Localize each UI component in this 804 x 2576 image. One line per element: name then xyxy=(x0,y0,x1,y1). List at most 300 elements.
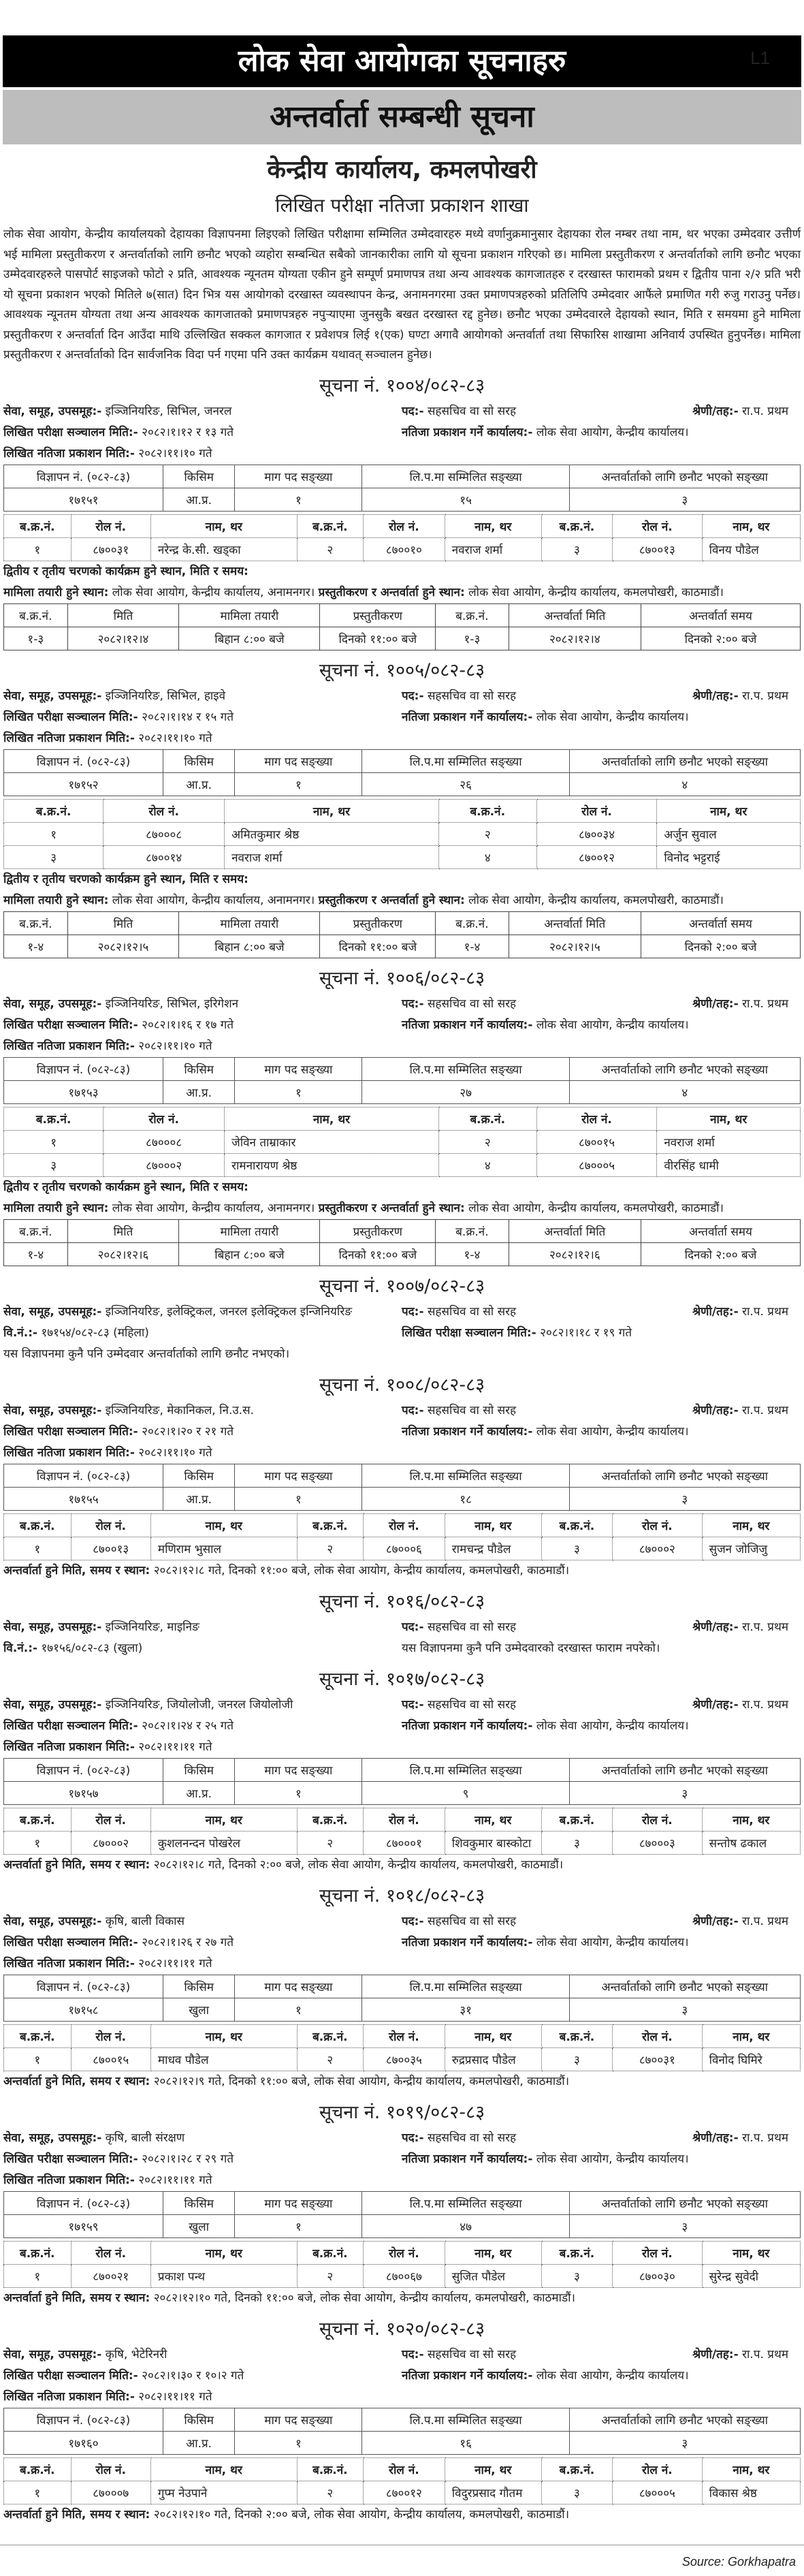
summary-cell: ४ xyxy=(569,772,800,796)
class-level-label: श्रेणी/तह:- xyxy=(692,1403,739,1417)
result-office-label: नतिजा प्रकाशन गर्ने कार्यालय:- xyxy=(402,1018,533,1032)
notice-prefix: सूचना नं. xyxy=(319,2318,381,2340)
class-level xyxy=(692,994,788,1015)
roll-number: ८७००१३ xyxy=(613,537,702,561)
post-value: सहसचिव वा सो सरह xyxy=(427,1697,517,1712)
candidate-name: रामचन्द्र पौडेल xyxy=(445,1537,541,1560)
notice-number: १००८/०८२-८३ xyxy=(385,1374,485,1396)
summary-header: लि.प.मा सम्मिलित सङ्ख्या xyxy=(362,2408,569,2431)
exam-date xyxy=(3,2149,402,2170)
class-level-value: रा.प. प्रथम xyxy=(742,996,788,1011)
exam-date-value: २०८२।१।२६ र २७ गते xyxy=(142,1935,234,1949)
summary-header: किसिम xyxy=(163,749,235,772)
result-date-label: लिखित नतिजा प्रकाशन मिति:- xyxy=(3,1445,135,1460)
roll-number: ८७०००६ xyxy=(364,1537,445,1560)
result-date xyxy=(3,443,402,465)
interview-details-value: २०८२।१२।९ गते, दिनको ११:०० बजे, लोक सेवा आयोग, केन्द्रीय कार्यालय, कमलपोखरी, काठमाडौं। xyxy=(153,2074,570,2088)
result-date-label: लिखित नतिजा प्रकाशन मिति:- xyxy=(3,1740,135,1754)
post-label: पद:- xyxy=(402,689,424,703)
exam-date xyxy=(3,1015,402,1036)
serial-number: १ xyxy=(4,1831,71,1854)
exam-date-label: लिखित परीक्षा सञ्चालन मिति:- xyxy=(402,1325,536,1340)
candidate-name: रामनारायण श्रेष्ठ xyxy=(225,1153,439,1176)
service-group xyxy=(3,1400,402,1421)
schedule-cell: बिहान ८:०० बजे xyxy=(179,627,320,650)
class-level-value: रा.प. प्रथम xyxy=(742,404,788,418)
class-level xyxy=(692,2344,788,2366)
roll-number: ८७००१४ xyxy=(103,845,225,868)
post-value: सहसचिव वा सो सरह xyxy=(427,689,517,703)
summary-cell: १ xyxy=(235,772,362,796)
sub-banner: अन्तर्वार्ता सम्बन्धी सूचना xyxy=(3,90,801,144)
candidate-name: नरेन्द्र के.सी. खड्का xyxy=(150,537,297,561)
service-group-value: इञ्जिनियरिङ, इलेक्ट्रिकल, जनरल इलेक्ट्रिकल इन्जिनियरिङ xyxy=(105,1304,353,1319)
candidates-header: रोल नं. xyxy=(71,1513,150,1537)
schedule-header: अन्तर्वार्ता मिति xyxy=(509,1219,641,1242)
schedule-cell: दिनको २:०० बजे xyxy=(641,1242,800,1266)
candidates-header: नाम, थर xyxy=(150,1513,297,1537)
summary-header: लि.प.मा सम्मिलित सङ्ख्या xyxy=(362,1975,569,1998)
summary-cell: १७१५२ xyxy=(4,772,163,796)
notice-prefix: सूचना नं. xyxy=(319,1374,381,1396)
venue-line xyxy=(3,890,801,911)
summary-cell: आ.प्र. xyxy=(163,1080,235,1103)
schedule-cell: २०८२।१२।६ xyxy=(67,1242,179,1266)
summary-cell: १ xyxy=(235,488,362,511)
notice-0 xyxy=(0,371,804,650)
candidates-header: नाम, थर xyxy=(225,1107,439,1130)
summary-cell: १७१५३ xyxy=(4,1080,163,1103)
roll-number: ८७०००८ xyxy=(103,1130,225,1153)
summary-cell: खुला xyxy=(163,1998,235,2021)
summary-row xyxy=(4,1080,801,1103)
notice-title xyxy=(3,371,801,401)
notice-3 xyxy=(0,1272,804,1365)
candidates-header: रोल नं. xyxy=(364,1808,445,1831)
exam-date-label: लिखित परीक्षा सञ्चालन मिति:- xyxy=(3,710,138,724)
exam-date xyxy=(3,1716,402,1737)
result-office xyxy=(402,1421,788,1443)
notice-title xyxy=(3,2314,801,2344)
post-label: पद:- xyxy=(402,2347,424,2361)
notice-8 xyxy=(0,2098,804,2309)
summary-header-row xyxy=(4,749,801,772)
summary-row xyxy=(4,2431,801,2454)
notice-number: १०१९/०८२-८३ xyxy=(385,2101,485,2123)
summary-header: लि.प.मा सम्मिलित सङ्ख्या xyxy=(362,1464,569,1487)
notice-title xyxy=(3,1370,801,1400)
interview-details-value: २०८२।१२।८ गते, दिनको ११:०० बजे, लोक सेवा आयोग, केन्द्रीय कार्यालय, कमलपोखरी, काठमाडौं। xyxy=(153,1563,570,1577)
schedule-header: ब.क्र.नं. xyxy=(436,911,509,934)
schedule-header: प्रस्तुतीकरण xyxy=(320,911,436,934)
schedule-cell: १-४ xyxy=(436,1242,509,1266)
serial-number: ४ xyxy=(438,845,536,868)
summary-cell: आ.प्र. xyxy=(163,772,235,796)
exam-date-value: २०८२।१।२० र २१ गते xyxy=(142,1424,234,1439)
schedule-table xyxy=(3,1219,801,1266)
candidate-name: विदुरप्रसाद गौतम xyxy=(445,2481,541,2504)
result-office-label: नतिजा प्रकाशन गर्ने कार्यालय:- xyxy=(402,710,533,724)
notice-prefix: सूचना नं. xyxy=(319,659,381,681)
class-level xyxy=(692,1617,788,1638)
service-group-label: सेवा, समूह, उपसमूह:- xyxy=(3,404,102,418)
candidates-header: नाम, थर xyxy=(702,2241,800,2264)
serial-number: २ xyxy=(297,1537,363,1560)
candidates-header: नाम, थर xyxy=(150,2457,297,2481)
serial-number: ४ xyxy=(438,1153,536,1176)
result-office-value: लोक सेवा आयोग, केन्द्रीय कार्यालय। xyxy=(536,1718,689,1733)
notice-number: १०१७/०८२-८३ xyxy=(385,1668,485,1690)
class-level xyxy=(692,2128,788,2149)
post-value: सहसचिव वा सो सरह xyxy=(427,404,517,418)
candidate-name: नवराज शर्मा xyxy=(225,845,439,868)
class-level-value: रा.प. प्रथम xyxy=(742,1304,788,1319)
post xyxy=(402,686,692,707)
result-date-label: लिखित नतिजा प्रकाशन मिति:- xyxy=(3,2173,135,2187)
candidate-name: कुशलनन्दन पोखरेल xyxy=(150,1831,297,1854)
candidates-header: ब.क्र.नं. xyxy=(541,2241,612,2264)
summary-header: विज्ञापन नं. (०८२-८३) xyxy=(4,2408,163,2431)
advert-number-label: वि.नं.:- xyxy=(3,1325,38,1340)
notice-title xyxy=(3,1665,801,1695)
schedule-table xyxy=(3,911,801,958)
summary-cell: २६ xyxy=(362,772,569,796)
result-office-value: लोक सेवा आयोग, केन्द्रीय कार्यालय। xyxy=(536,425,689,439)
result-date xyxy=(3,1737,402,1758)
serial-number: २ xyxy=(297,1831,363,1854)
candidates-header: नाम, थर xyxy=(702,514,800,537)
summary-cell: १ xyxy=(235,1998,362,2021)
candidates-header: ब.क्र.नं. xyxy=(4,2457,71,2481)
post-label: पद:- xyxy=(402,1697,424,1712)
class-level xyxy=(692,1911,788,1932)
service-group xyxy=(3,2128,402,2149)
schedule-cell: १-३ xyxy=(4,627,68,650)
schedule-cell: दिनको २:०० बजे xyxy=(641,627,800,650)
schedule-header-row xyxy=(4,603,801,627)
schedule-cell: १-४ xyxy=(4,1242,68,1266)
schedule-header: मिति xyxy=(67,911,179,934)
summary-cell: १७१५५ xyxy=(4,1487,163,1510)
summary-row xyxy=(4,1781,801,1804)
schedule-heading: द्वितीय र तृतीय चरणको कार्यक्रम हुने स्थान, मिति र समय: xyxy=(3,564,248,578)
roll-number: ८७००१२ xyxy=(364,2481,445,2504)
exam-date-value: २०८२।१।२४ र २५ गते xyxy=(142,1718,234,1733)
candidates-header: ब.क्र.नं. xyxy=(297,2024,363,2047)
candidate-name: सुजन जोजिजु xyxy=(702,1537,800,1560)
service-group-label: सेवा, समूह, उपसमूह:- xyxy=(3,1620,102,1634)
exam-date xyxy=(3,2366,402,2387)
summary-row xyxy=(4,1998,801,2021)
result-date-value: २०८२।११।१० गते xyxy=(138,731,212,745)
post-label: पद:- xyxy=(402,1914,424,1928)
interview-details-value: २०८२।१२।१० गते, दिनको २:०० बजे, लोक सेवा आयोग, केन्द्रीय कार्यालय, कमलपोखरी, काठमाडौं। xyxy=(153,2507,570,2522)
notice-info xyxy=(3,1617,801,1659)
exam-date-label: लिखित परीक्षा सञ्चालन मिति:- xyxy=(3,1935,138,1949)
result-office xyxy=(402,1015,788,1036)
result-office xyxy=(402,1932,788,1953)
post-value: सहसचिव वा सो सरह xyxy=(427,1403,517,1417)
exam-date-label: लिखित परीक्षा सञ्चालन मिति:- xyxy=(3,1718,138,1733)
class-level xyxy=(692,1400,788,1421)
notice-number: १०१६/०८२-८३ xyxy=(385,1590,485,1612)
notice-title xyxy=(3,1881,801,1911)
exam-date-value: २०८२।१।३० र १०।२ गते xyxy=(142,2368,244,2383)
candidate-name: नवराज शर्मा xyxy=(657,1130,801,1153)
summary-header: माग पद सङ्ख्या xyxy=(235,2408,362,2431)
candidates-header: रोल नं. xyxy=(536,799,657,822)
candidates-header: नाम, थर xyxy=(702,2457,800,2481)
summary-table xyxy=(3,1758,801,1805)
candidates-table xyxy=(3,1513,801,1560)
result-office-label: नतिजा प्रकाशन गर्ने कार्यालय:- xyxy=(402,1718,533,1733)
schedule-header: अन्तर्वार्ता समय xyxy=(641,1219,800,1242)
serial-number: २ xyxy=(438,822,536,845)
schedule-cell: १-४ xyxy=(4,934,68,958)
candidate-name: वीरसिंह धामी xyxy=(657,1153,801,1176)
post xyxy=(402,1911,692,1932)
exam-date-label: लिखित परीक्षा सञ्चालन मिति:- xyxy=(3,1424,138,1439)
advert-number-value: १७१५६/०८२-८३ (खुला) xyxy=(41,1641,143,1655)
roll-number: ८७०००३ xyxy=(613,1831,702,1854)
candidates-table xyxy=(3,2457,801,2504)
summary-cell: १५ xyxy=(362,488,569,511)
candidate-name: सन्तोष ढकाल xyxy=(702,1831,800,1854)
class-level xyxy=(692,686,788,707)
candidates-header-row xyxy=(4,799,801,822)
class-level-value: रा.प. प्रथम xyxy=(742,1620,788,1634)
result-date-value: २०८२।११।१० गते xyxy=(138,1039,212,1053)
summary-cell: १ xyxy=(235,2431,362,2454)
schedule-cell: २०८२।१२।५ xyxy=(67,934,179,958)
candidate-name: विनोद घिमिरे xyxy=(702,2047,800,2071)
candidates-table xyxy=(3,514,801,561)
summary-table xyxy=(3,1464,801,1511)
exam-date-value: २०८२।१।१४ र १५ गते xyxy=(142,710,234,724)
result-date-value: २०८२।११।११ गते xyxy=(138,1956,212,1970)
class-level-value: रा.प. प्रथम xyxy=(742,689,788,703)
summary-cell: ४७ xyxy=(362,2214,569,2237)
notice-prefix: सूचना नं. xyxy=(319,1885,381,1906)
prep-venue xyxy=(3,894,315,907)
schedule-cell: १-३ xyxy=(436,627,509,650)
table-row xyxy=(4,2047,801,2071)
result-date xyxy=(3,2170,402,2191)
candidates-table xyxy=(3,1808,801,1855)
candidates-header-row xyxy=(4,2024,801,2047)
service-group-value: इञ्जिनियरिङ, जियोलोजी, जनरल जियोलोजी xyxy=(105,1697,293,1712)
interview-details xyxy=(3,2291,575,2305)
schedule-header-row xyxy=(4,911,801,934)
summary-cell: १७१६० xyxy=(4,2431,163,2454)
summary-row xyxy=(4,2214,801,2237)
result-date-label: लिखित नतिजा प्रकाशन मिति:- xyxy=(3,1039,135,1053)
class-level-label: श्रेणी/तह:- xyxy=(692,996,739,1011)
post xyxy=(402,1695,692,1716)
summary-row xyxy=(4,772,801,796)
notice-prefix: सूचना नं. xyxy=(319,1275,381,1297)
interview-details-label: अन्तर्वार्ता हुने मिति, समय र स्थान: xyxy=(3,2291,150,2305)
summary-cell: २७ xyxy=(362,1080,569,1103)
summary-cell: ३ xyxy=(569,2431,800,2454)
table-row xyxy=(4,2481,801,2504)
candidates-header: ब.क्र.नं. xyxy=(4,1513,71,1537)
service-group xyxy=(3,1911,402,1932)
summary-row xyxy=(4,488,801,511)
serial-number: २ xyxy=(297,2481,363,2504)
post-value: सहसचिव वा सो सरह xyxy=(427,1620,517,1634)
notice-number: १००४/०८२-८३ xyxy=(385,375,485,396)
service-group xyxy=(3,1617,402,1638)
schedule-header: प्रस्तुतीकरण xyxy=(320,1219,436,1242)
schedule-row xyxy=(4,1242,801,1266)
summary-cell: ४ xyxy=(569,1080,800,1103)
summary-header: माग पद सङ्ख्या xyxy=(235,2191,362,2214)
summary-cell: ३ xyxy=(569,1998,800,2021)
result-office xyxy=(402,1716,788,1737)
candidates-header: रोल नं. xyxy=(364,514,445,537)
summary-cell: ३ xyxy=(569,2214,800,2237)
result-date-label: लिखित नतिजा प्रकाशन मिति:- xyxy=(3,731,135,745)
service-group-label: सेवा, समूह, उपसमूह:- xyxy=(3,1914,102,1928)
summary-header: माग पद सङ्ख्या xyxy=(235,1758,362,1781)
service-group-value: कृषि, बाली विकास xyxy=(105,1914,185,1928)
notice-5 xyxy=(0,1587,804,1659)
roll-number: ८७०००८ xyxy=(103,822,225,845)
interview-details-value: २०८२।१२।८ गते, दिनको २:०० बजे, लोक सेवा आयोग, केन्द्रीय कार्यालय, कमलपोखरी, काठमाडौं। xyxy=(153,1857,564,1872)
summary-header-row xyxy=(4,2191,801,2214)
exam-date xyxy=(3,1932,402,1953)
prep-venue-label: मामिला तयारी हुने स्थान: xyxy=(3,585,109,599)
venue-line xyxy=(3,582,801,603)
summary-header: किसिम xyxy=(163,1464,235,1487)
summary-cell: १८ xyxy=(362,1487,569,1510)
candidates-header: रोल नं. xyxy=(103,799,225,822)
result-office-value: लोक सेवा आयोग, केन्द्रीय कार्यालय। xyxy=(536,2368,689,2383)
service-group-value: इञ्जिनियरिङ, माइनिङ xyxy=(105,1620,199,1634)
result-date xyxy=(3,1953,402,1975)
summary-header-row xyxy=(4,1057,801,1080)
post xyxy=(402,2344,692,2366)
table-row xyxy=(4,2264,801,2287)
candidates-header: नाम, थर xyxy=(150,1808,297,1831)
notice-number: १०१८/०८२-८३ xyxy=(385,1885,485,1906)
summary-header: विज्ञापन नं. (०८२-८३) xyxy=(4,1758,163,1781)
summary-header: विज्ञापन नं. (०८२-८३) xyxy=(4,465,163,488)
notice-number: १००६/०८२-८३ xyxy=(385,967,485,989)
roll-number: ८७०००५ xyxy=(536,1153,657,1176)
summary-header: माग पद सङ्ख्या xyxy=(235,1975,362,1998)
schedule-header: मामिला तयारी xyxy=(179,603,320,627)
serial-number: १ xyxy=(4,1537,71,1560)
notice-number: १००५/०८२-८३ xyxy=(385,659,485,681)
post xyxy=(402,2128,692,2149)
result-office-value: लोक सेवा आयोग, केन्द्रीय कार्यालय। xyxy=(536,1935,689,1949)
summary-header: विज्ञापन नं. (०८२-८३) xyxy=(4,2191,163,2214)
candidates-header-row xyxy=(4,2241,801,2264)
summary-header-row xyxy=(4,1758,801,1781)
service-group xyxy=(3,401,402,422)
summary-table xyxy=(3,2408,801,2455)
prep-venue-value: लोक सेवा आयोग, केन्द्रीय कार्यालय, अनामनगर। xyxy=(112,893,315,907)
roll-number: ८७०००५ xyxy=(613,2481,702,2504)
candidates-header-row xyxy=(4,1513,801,1537)
interview-details xyxy=(3,1564,569,1577)
class-level-label: श्रेणी/तह:- xyxy=(692,2347,739,2361)
table-row xyxy=(4,1537,801,1560)
schedule-cell: २०८२।१२।५ xyxy=(509,934,641,958)
roll-number: ८७०००२ xyxy=(71,1831,150,1854)
serial-number: ३ xyxy=(541,1831,612,1854)
class-level xyxy=(692,1302,788,1323)
service-group-value: इञ्जिनियरिङ, सिभिल, हाइवे xyxy=(105,689,226,703)
table-row xyxy=(4,1130,801,1153)
class-level-label: श्रेणी/तह:- xyxy=(692,1697,739,1712)
candidate-name: नवराज शर्मा xyxy=(445,537,541,561)
candidate-name: मणिराम भुसाल xyxy=(150,1537,297,1560)
result-office-label: नतिजा प्रकाशन गर्ने कार्यालय:- xyxy=(402,1935,533,1949)
class-level-label: श्रेणी/तह:- xyxy=(692,2131,739,2145)
schedule-header: ब.क्र.नं. xyxy=(436,603,509,627)
schedule-cell: बिहान ८:०० बजे xyxy=(179,934,320,958)
notice-9 xyxy=(0,2314,804,2526)
candidates-table xyxy=(3,2241,801,2288)
roll-number: ८७०००७ xyxy=(71,2481,150,2504)
notice-info xyxy=(3,1302,801,1365)
summary-header: लि.प.मा सम्मिलित सङ्ख्या xyxy=(362,1057,569,1080)
schedule-cell: बिहान ८:०० बजे xyxy=(179,1242,320,1266)
candidates-header: ब.क्र.नं. xyxy=(4,514,71,537)
notice-prefix: सूचना नं. xyxy=(319,2101,381,2123)
post xyxy=(402,1302,692,1323)
notice-title xyxy=(3,656,801,686)
summary-table xyxy=(3,1975,801,2022)
table-row xyxy=(4,1153,801,1176)
serial-number: ३ xyxy=(541,1537,612,1560)
intro-paragraph: लोक सेवा आयोग, केन्द्रीय कार्यालयको देहायका विज्ञापनमा लिइएको लिखित परीक्षामा सम्मिलित उम्मेदवारहरु मध्ये वर्णानुक्रमानुसार देहायका रोल नम्बर तथा नाम, थर भएका उम्मेदवार उत्तीर्ण भई मामिला प्रस्तुतीकरण र अन्तर्वार्ताको लागि छनौट भएको व्यहोरा सम्बन्धित सबैको जानकारीका लागि यो सूचना प्रकाशन गरिएको छ। मामिला प्रस्तुतीकरण र अन्तर्वार्ताको लागि छनौट भएका उम्मेदवारहरुले पासपोर्ट साइजको फोटो २ प्रति, आवश्यक न्यूनतम योग्यता एकीन हुने सम्पूर्ण प्रमाणपत्र तथा अन्य आवश्यक कागजातहरु र दरखास्त फारामको प्रथम र द्वितीय पाना २/२ प्रति भरी यो सूचना प्रकाशन भएको मितिले ७(सात) दिन भित्र यस आयोगको दरखास्त व्यवस्थापन केन्द्र, अनामनगरमा उक्त प्रमाणपत्रहरुको प्रतिलिपि उम्मेदवार आफैंले प्रमाणित गरी रुजु गराउनु पर्नेछ। आवश्यक न्यूनतम योग्यता तथा अन्य आवश्यक कागजातको प्रमाणपत्रहरु नपुर्‍याएमा जुनसुकै बखत दरखास्त रद्द हुनेछ। छनौट भएका उम्मेदवारले देहायको स्थान, मिति र समयमा हुने मामिला प्रस्तुतीकरण र अन्तर्वार्ता दिन आउँदा माथि उल्लिखित सक्कल कागजात र प्रवेशपत्र लिई १(एक) घण्टा अगावै आयोगको अन्तर्वार्ता तथा सिफारिस शाखामा अनिवार्य उपस्थित हुनुपर्नेछ। मामिला प्रस्तुतीकरण र अन्तर्वार्ताको दिन सार्वजनिक विदा पर्न गएमा पनि उक्त कार्यक्रम यथावत् सञ्चालन हुनेछ। xyxy=(3,227,801,362)
service-group-value: इञ्जिनियरिङ, मेकानिकल, नि.उ.स. xyxy=(105,1403,254,1417)
roll-number: ८७०००१ xyxy=(364,1831,445,1854)
schedule-heading: द्वितीय र तृतीय चरणको कार्यक्रम हुने स्थान, मिति र समय: xyxy=(3,1180,248,1194)
schedule-cell: २०८२।१२।४ xyxy=(67,627,179,650)
schedule-header: प्रस्तुतीकरण xyxy=(320,603,436,627)
result-office xyxy=(402,2149,788,2170)
candidate-name: विकास श्रेष्ठ xyxy=(702,2481,800,2504)
candidates-header: नाम, थर xyxy=(225,799,439,822)
service-group xyxy=(3,2344,402,2366)
class-level-label: श्रेणी/तह:- xyxy=(692,689,739,703)
class-level-label: श्रेणी/तह:- xyxy=(692,1304,739,1319)
service-group-label: सेवा, समूह, उपसमूह:- xyxy=(3,996,102,1011)
result-date xyxy=(3,1443,402,1464)
serial-number: १ xyxy=(4,822,103,845)
schedule-header: मामिला तयारी xyxy=(179,911,320,934)
summary-header: किसिम xyxy=(163,1758,235,1781)
post-value: सहसचिव वा सो सरह xyxy=(427,996,517,1011)
schedule-cell: दिनको ११:०० बजे xyxy=(320,627,436,650)
result-date-value: २०८२।११।१० गते xyxy=(138,446,212,460)
service-group xyxy=(3,686,402,707)
candidates-header: रोल नं. xyxy=(613,2457,702,2481)
roll-number: ८७००१५ xyxy=(71,2047,150,2071)
candidates-header: ब.क्र.नं. xyxy=(541,2457,612,2481)
result-date-value: २०८२।११।११ गते xyxy=(138,2173,212,2187)
schedule-cell: दिनको ११:०० बजे xyxy=(320,1242,436,1266)
service-group-label: सेवा, समूह, उपसमूह:- xyxy=(3,1697,102,1712)
notice-info xyxy=(3,401,801,465)
class-level xyxy=(692,1695,788,1716)
exam-date-value: २०८२।१।१६ र १७ गते xyxy=(142,1018,234,1032)
